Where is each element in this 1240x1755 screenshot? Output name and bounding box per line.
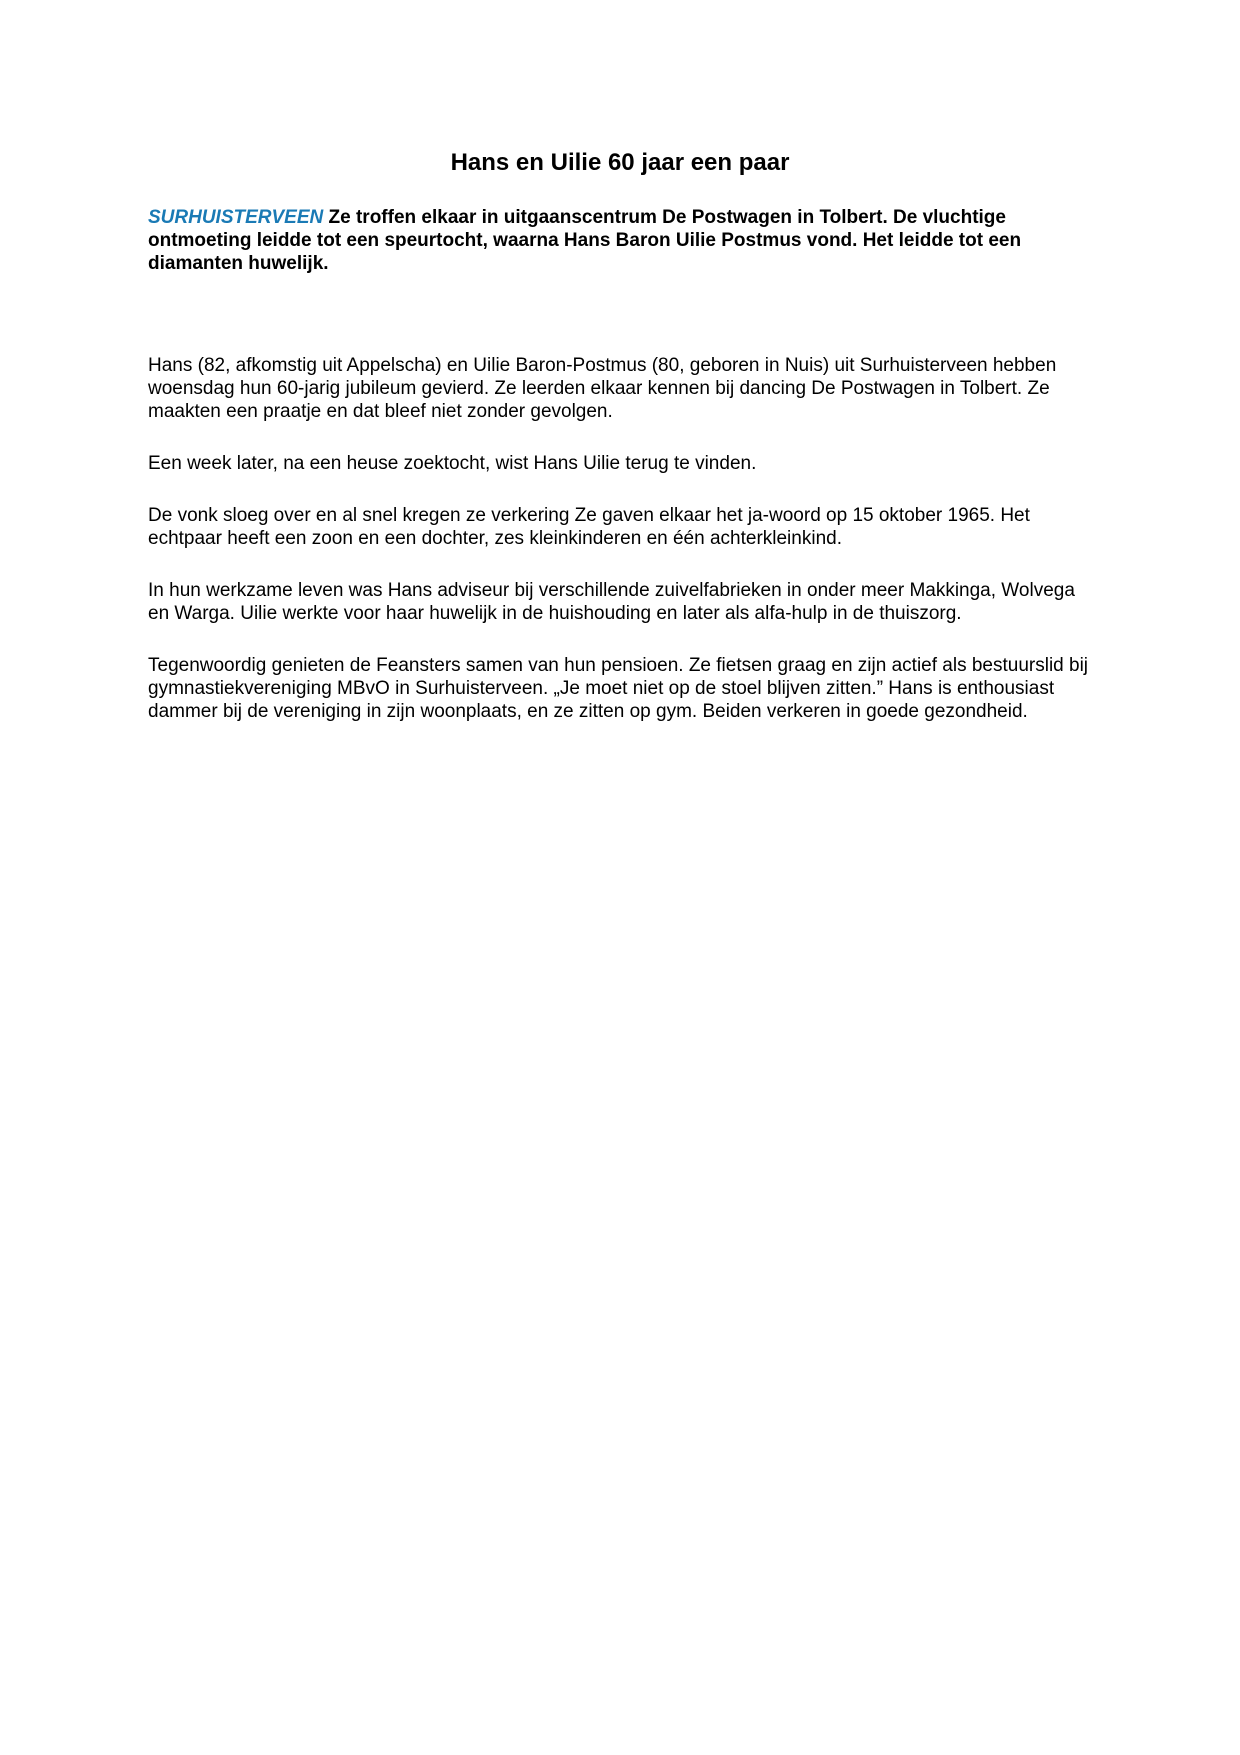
body-paragraph: In hun werkzame leven was Hans adviseur bij verschillende zuivelfabrieken in onder meer Makkinga, Wolvega en Warga. Uilie werkte voor haar huwelijk in de huishouding en later als alfa-hulp in de thuiszorg. [148, 580, 1075, 624]
body-paragraph: Hans (82, afkomstig uit Appelscha) en Uilie Baron-Postmus (80, geboren in Nuis) uit Surhuisterveen hebben woensdag hun 60-jarig jubileum gevierd. Ze leerden elkaar kennen bij dancing De Postwagen in Tolbert. Ze maakten een praatje en dat bleef niet zonder gevolgen. [148, 355, 1057, 422]
lead-text: Ze troffen elkaar in uitgaanscentrum De Postwagen in Tolbert. De vluchtige ontmoeting leidde tot een speurtocht, waarna Hans Baron Uilie Postmus vond. Het leidde tot een diamanten huwelijk. [148, 207, 1022, 274]
body-paragraph: Tegenwoordig genieten de Feansters samen van hun pensioen. Ze fietsen graag en zijn actief als bestuurslid bij gymnastiekvereniging MBvO in Surhuisterveen. „Je moet niet op de stoel blijven zitten.” Hans is enthousiast dammer bij de vereniging in zijn woonplaats, en ze zitten op gym. Beiden verkeren in goede gezondheid. [148, 655, 1089, 722]
article-title: Hans en Uilie 60 jaar een paar [450, 149, 790, 176]
body-paragraph: Een week later, na een heuse zoektocht, wist Hans Uilie terug te vinden. [148, 453, 757, 474]
body-paragraph: De vonk sloeg over en al snel kregen ze verkering Ze gaven elkaar het ja-woord op 15 oktober 1965. Het echtpaar heeft een zoon en een dochter, zes kleinkinderen en één achterkleinkind. [148, 505, 1030, 549]
article-lead [148, 206, 1092, 275]
dateline: SURHUISTERVEEN [148, 207, 324, 228]
article-body [148, 354, 1092, 752]
